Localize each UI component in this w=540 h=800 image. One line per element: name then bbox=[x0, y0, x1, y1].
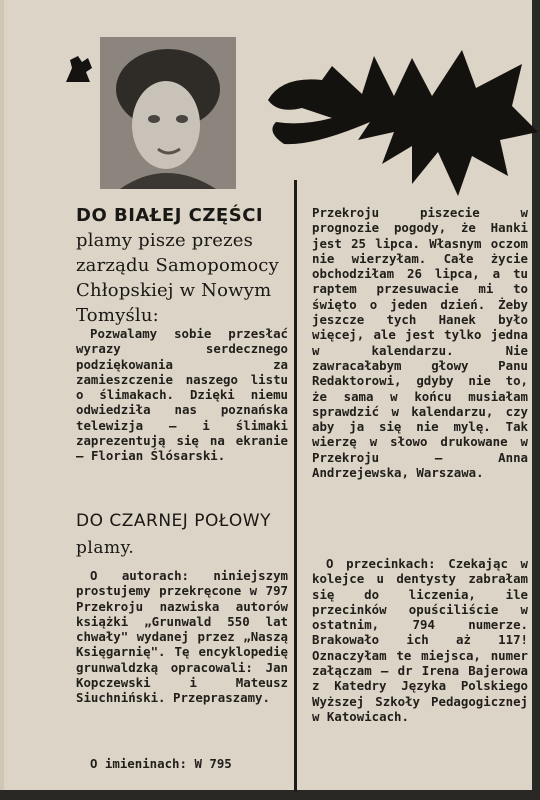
letter-snails bbox=[76, 326, 288, 464]
heading2-rest: plamy. bbox=[76, 538, 135, 558]
note-authors bbox=[76, 568, 288, 706]
note-nameday-label: O imieninach: bbox=[90, 756, 187, 771]
note-nameday-text: W 795 bbox=[194, 756, 232, 771]
letter-nameday bbox=[312, 205, 528, 480]
large-ink-blot bbox=[262, 36, 540, 196]
note-authors-names: Jan Kopczewski i Mateusz Siuchniński. bbox=[76, 659, 288, 706]
page-bottom-edge bbox=[0, 790, 540, 800]
column-divider bbox=[294, 180, 297, 792]
letter-nameday-text: Przekroju piszecie w prognozie pogody, że Hanki jest 25 lipca. Własnym oczom nie wierzyłam. Całe życie obchodziłam 26 lipca, a tu raptem przesuwacie mi to święto o jeden dzień. Żeby jeszcze tych Hanek było więcej, ale jest tylko jedna w kalendarzu. Nie zawracałabym głowy Panu Redaktorowi, gdyby nie to, że sama w końcu musiałam sprawdzić w kalendarzu, czy aby ja się nie mylę. Tak wierzę w słowo drukowane w Przekroju — bbox=[312, 205, 528, 465]
note-authors-label: O autorach: bbox=[90, 568, 189, 583]
note-commas bbox=[312, 556, 528, 724]
heading2-lead: DO CZARNEJ POŁOWY bbox=[76, 511, 271, 531]
letter-snails-signature: Florian Ślósarski. bbox=[90, 448, 226, 464]
note-nameday-start bbox=[76, 756, 288, 771]
note-commas-text: Czekając w kolejce u dentysty zabrałam się do liczenia, ile przecinków opuściliście w ostatnim, 794 numerze. Brakowało ich aż 117! Oznaczyłam te miejsca, numer załączam — bbox=[312, 556, 528, 679]
note-commas-label: O przecinkach: bbox=[326, 556, 436, 571]
heading-rest: plamy pisze prezes zarządu Samopomocy Chłopskiej w Nowym Tomyślu: bbox=[76, 230, 279, 326]
letter-nameday-signature: Anna Andrzejewska, Warszawa. bbox=[312, 449, 528, 481]
note-authors-text: niniejszym prostujemy przekręcone w 797 Przekroju nazwiska autorów książki „Grunwald 550 lat chwały" wydanej przez „Naszą Księgarnię". Tę encyklopedię grunwaldzką opracowali: bbox=[76, 568, 288, 675]
note-authors-apology: Przepraszamy. bbox=[173, 690, 270, 706]
page-left-edge bbox=[0, 0, 4, 800]
portrait-photo bbox=[100, 37, 236, 189]
small-ink-blot bbox=[62, 52, 96, 86]
heading-lead: DO BIAŁEJ CZĘŚCI bbox=[76, 205, 264, 226]
section-heading-black bbox=[76, 508, 288, 562]
letter-snails-text: Pozwalamy sobie przesłać wyrazy serdecznego podziękowania za zamieszczenie naszego listu o ślimakach. Dzięki niemu odwiedziła nas poznańska telewizja — i ślimaki zaprezentują się na ekranie — bbox=[76, 326, 288, 464]
section-heading-white bbox=[76, 203, 288, 328]
note-commas-signature: dr Irena Bajerowa z Katedry Języka Polskiego Wyższej Szkoły Pedagogicznej w Katowicach. bbox=[312, 663, 528, 724]
